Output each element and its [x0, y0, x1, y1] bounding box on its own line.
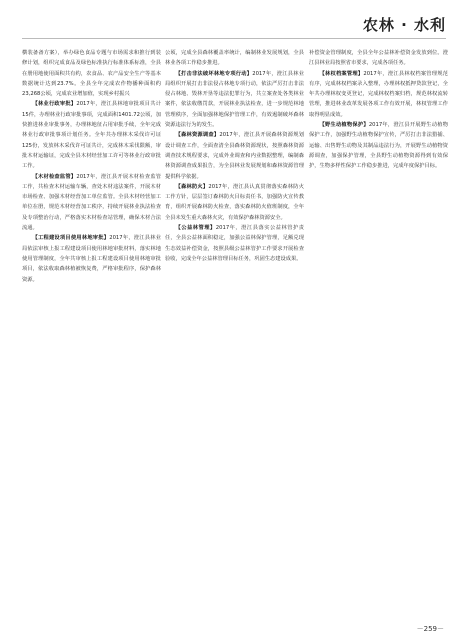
- entry-body: 横装备备方案），举办绿色食品专题与市场需求和推行到装修计划，组织完成食品及绿色标准执行标准体系标准，全县在册用地使用面积共有约，农食品、农产品安全生产等基本数据统计达到23.7%。全县全年完成农作物播种面积约23,268公顷，完成农业增加值，实现乡村振兴: [22, 50, 161, 98]
- entry-body: 2017年，澄江县林权档案管理规范有序，完成林权档案录入整理，办理林权抵押贷款登记，全年共办理林权变更登记，完成林权档案归档，规范林权流转管理，推进林业改革发展各项工作有效开展，林权管理工作取得明显成效。: [309, 70, 448, 118]
- header-divider: [22, 38, 446, 39]
- article-paragraph: [165, 130, 304, 181]
- entry-body: 2017年，澄江县认真贯彻落实森林防火工作方针，层层签订森林防火目标责任书，加强防火宣传教育，组织开展森林防火检查，落实森林防火值班制度，全年全县未发生重大森林火灾，有效保护森林资源安全。: [165, 183, 304, 221]
- entry-heading: 【打击非法破坏林地专项行动】: [175, 70, 253, 77]
- entry-body: 公顷，完成全县森林覆盖率统计，编制林业发展规划，全县林业各项工作稳步推进。: [165, 50, 304, 67]
- article-paragraph: [22, 172, 161, 234]
- entry-body: 2017年，澄江县开展森林资源规划设计调查工作，全面查清全县森林资源现状，按照森林资源调查技术规程要求，完成外业调查和内业数据整理，编制森林资源调查成果报告，为全县林业发展规划和森林资源管理提供科学依据。: [165, 132, 304, 180]
- entry-heading: 【林权档案管理】: [319, 70, 364, 77]
- entry-body: 补偿资金管理制度，全县全年公益林补偿资金发放到位。澄江县林业局按照省市要求，完成各项任务。: [309, 50, 448, 67]
- entry-heading: 【公益林管理】: [175, 225, 216, 232]
- entry-heading: 【森林防火】: [175, 183, 209, 190]
- entry-body: 2017年，澄江县开展野生动植物保护工作，加强野生动植物保护宣传，严厉打击非法猎捕、运输、出售野生动物及其制品违法行为，开展野生动植物资源调查，加强保护管理，全县野生动植物资源得到有效保护，生物多样性保护工作稳步推进，完成年度保护目标。: [309, 122, 448, 170]
- entry-body: 2017年，澄江县落实公益林管护责任，全县公益林面积稳定，加强公益林保护管理，足额兑现生态效益补偿资金，按照县级公益林管护工作要求开展检查验收，完成全年公益林管理目标任务，巩固生态建设成果。: [165, 225, 304, 262]
- entry-body: 2017年，澄江县开展木材检查监管工作，共检查木材运输车辆，查处木材违法案件，开展木材市场检查、加强木材经营加工单位监管。全县木材经营加工单位在册，规范木材经营加工秩序，持续开展林业执法检查及专项整治行动，严格落实木材检查站管理，确保木材合法流通。: [22, 173, 161, 232]
- article-paragraph: [22, 233, 161, 284]
- text-column-3: [309, 48, 448, 608]
- text-column-2: [165, 48, 304, 608]
- article-paragraph: [309, 48, 448, 69]
- entry-heading: 【木材检查监管】: [32, 173, 77, 180]
- page-number: －259－: [416, 625, 444, 633]
- entry-body: 2017年，澄江县林业局依法审核上报工程建设项目使用林地审批材料，落实林地使用管理制度，全年共审核上报工程建设项目使用林地审批项目，依法收取森林植被恢复费，严格审批程序，保护森林资源。: [22, 235, 161, 283]
- entry-heading: 【林业行政审批】: [32, 101, 77, 108]
- section-title: 农林 · 水利: [362, 16, 446, 34]
- text-column-1: [22, 48, 161, 608]
- article-paragraph: [165, 69, 304, 131]
- page-header: [0, 0, 468, 46]
- article-paragraph: [22, 99, 161, 171]
- entry-heading: 【森林资源调查】: [175, 132, 220, 139]
- article-paragraph: [309, 120, 448, 171]
- entry-heading: 【工程建设项目使用林地审批】: [32, 235, 110, 242]
- article-paragraph: [22, 48, 161, 99]
- article-paragraph: [165, 223, 304, 264]
- article-paragraph: [165, 48, 304, 69]
- article-paragraph: [165, 182, 304, 223]
- entry-heading: 【野生动植物保护】: [319, 122, 369, 129]
- entry-body: 2017年，澄江县林业局组织开展打击非法侵占林地专项行动，依法严厉打击非法侵占林地、毁林开垦等违法犯罪行为，共立案查处各类林业案件，依法收缴罚款，开展林业执法检查，进一步规范林地管理秩序，全面加强林地保护管理工作，有效遏制破坏森林资源违法行为的发生。: [165, 70, 304, 129]
- article-paragraph: [309, 69, 448, 120]
- entry-body: 2017年，澄江县林地审批项目共计15件，办理林业行政审批事项，完成面积1401.72公顷，加快推进林业审批事务，办理林地征占用审批手续，全年完成林业行政审批事项计划任务。全年共办理林木采伐许可证125份，发放林木采伐许可证共计，完成林木采伐限额，审批木材运输证，完成全县木材经营加工许可等林业行政审批工作。: [22, 101, 161, 170]
